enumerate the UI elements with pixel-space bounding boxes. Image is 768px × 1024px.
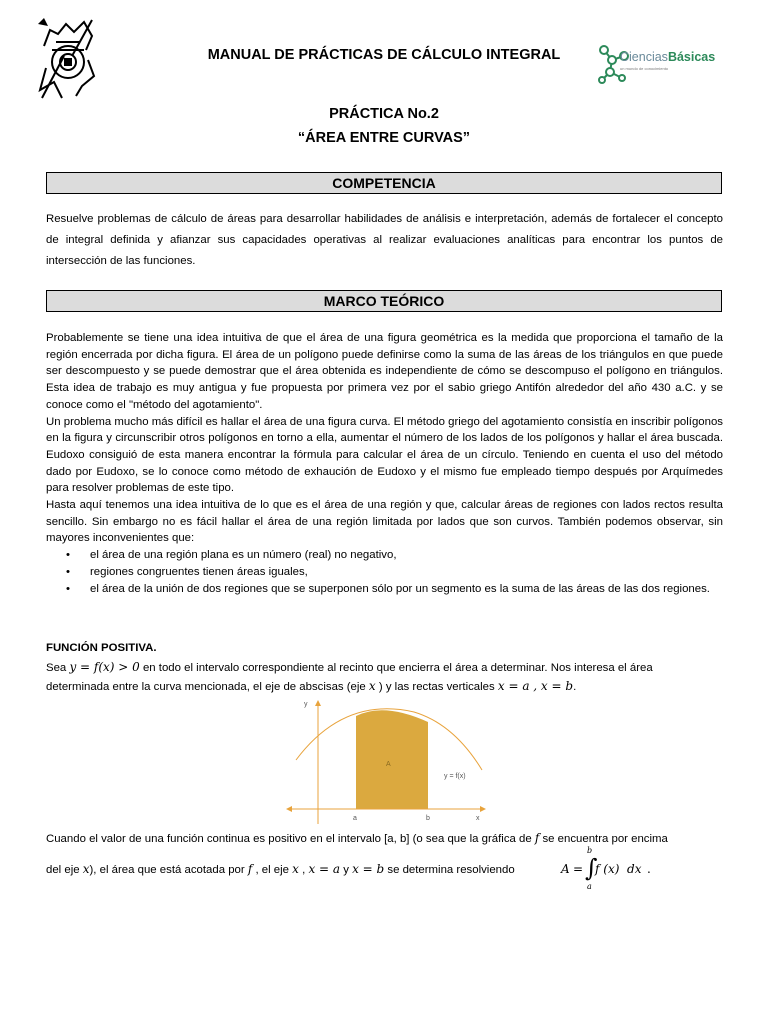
formula-lower-limit: a xyxy=(587,882,592,891)
marco-teorico-heading: MARCO TEÓRICO xyxy=(46,290,722,312)
formula-equals: = xyxy=(573,862,584,876)
document-title: MANUAL DE PRÁCTICAS DE CÁLCULO INTEGRAL xyxy=(207,47,561,63)
marco-paragraph-3: Hasta aquí tenemos una idea intuitiva de lo que es el área de una región y que, calcular áreas de regiones con lados rectos resulta sencillo. Sin embargo no es fácil hallar el área de una región limitada por lados que son curvos. También podemos observar, sin mayores inconvenientes que: xyxy=(46,499,723,545)
practice-name: “ÁREA ENTRE CURVAS” xyxy=(297,130,471,146)
formula-lhs: A xyxy=(561,862,570,876)
x-axis-label: x xyxy=(476,815,480,822)
formula-upper-limit: b xyxy=(587,846,593,855)
area-under-curve-figure xyxy=(284,696,490,826)
competencia-heading: COMPETENCIA xyxy=(46,172,722,194)
logo-word-basicas: Básicas xyxy=(667,50,716,64)
list-item: • el área de la unión de dos regiones que se superponen sólo por un segmento es la suma de las áreas de las dos regiones. xyxy=(90,581,723,598)
y-axis-label: y xyxy=(304,701,308,708)
b-label: b xyxy=(426,815,430,822)
logo-tagline: un mundo de conocimiento xyxy=(620,66,669,71)
conclusion-line-2: del eje x), el área que está acotada por f , el eje x , x = a y x = b se determina resolviendo xyxy=(46,862,515,876)
formula-integrand: f (x) dx xyxy=(595,862,642,876)
ciencias-basicas-logo xyxy=(596,42,716,84)
inequality-formula: y = f(x) > 0 xyxy=(69,660,140,674)
practice-number: PRÁCTICA No.2 xyxy=(329,106,439,122)
conclusion-line-1: Cuando el valor de una función continua es positivo en el intervalo [a, b] (o sea que la gráfica de f se encuentra por encima xyxy=(46,831,668,845)
marco-teorico-body xyxy=(46,330,723,597)
list-item: • regiones congruentes tienen áreas iguales, xyxy=(90,564,723,581)
curve-label: y = f(x) xyxy=(444,773,466,780)
a-label: a xyxy=(353,815,357,822)
x-axis-arrow xyxy=(480,806,486,812)
properties-list xyxy=(46,547,723,597)
formula-period: . xyxy=(647,862,651,876)
vertical-lines-formula: x = a , x = b xyxy=(497,679,574,693)
integral-sign-icon: ∫ xyxy=(585,854,598,882)
shaded-area xyxy=(356,710,428,809)
competencia-text: Resuelve problemas de cálculo de áreas para desarrollar habilidades de análisis e interpretación, además de fortalecer el concepto de integral definida y afianzar sus capacidades operativas al realizar evaluaciones analíticas para encontrar los puntos de intersección de las funciones. xyxy=(46,213,723,267)
y-axis-arrow xyxy=(315,700,321,706)
list-item: • el área de una región plana es un número (real) no negativo, xyxy=(90,547,723,564)
integral-formula xyxy=(561,846,671,892)
area-label: A xyxy=(386,761,391,768)
funcion-line-2: determinada entre la curva mencionada, el eje de abscisas (eje x ) y las rectas verticales x = a , x = b. xyxy=(46,679,577,693)
logo-word-ciencias: Ciencias xyxy=(620,50,668,64)
funcion-line-1: Sea y = f(x) > 0 en todo el intervalo correspondiente al recinto que encierra el área a determinar. Nos interesa el área xyxy=(46,660,653,674)
marco-paragraph-2: Un problema mucho más difícil es hallar el área de una figura curva. El método griego del agotamiento consistía en inscribir polígonos en la figura y circunscribir otros polígonos en torno a ella, aumentar el número de los lados de los polígonos y hallar el área buscada. Eudoxo consiguió de esta manera encontrar la fórmula para calcular el área de un círculo. Teniendo en cuenta el uso del método dado por Eudoxo, se lo conoce como método de exhaución de Eudoxo y el mismo fue empleado tiempo después por Arquímedes para resolver problemas de este tipo. xyxy=(46,415,723,495)
marco-paragraph-1: Probablemente se tiene una idea intuitiva de que el área de una figura geométrica es la medida que proporciona el tamaño de la región encerrada por dicha figura. El área de un polígono puede definirse como la suma de las áreas de los triángulos en que puede ser descompuesto y se puede demostrar que el área obtenida es independiente de cómo se descompuso el polígono en triángulos. Esta idea de trabajo es muy antigua y fue propuesta por primera vez por el sabio griego Antifón alrededor del año 430 a.C. y se conoce como el "método del agotamiento". xyxy=(46,332,723,411)
funcion-positiva-heading: FUNCIÓN POSITIVA. xyxy=(46,642,157,654)
x-axis-left-arrow xyxy=(286,806,292,812)
